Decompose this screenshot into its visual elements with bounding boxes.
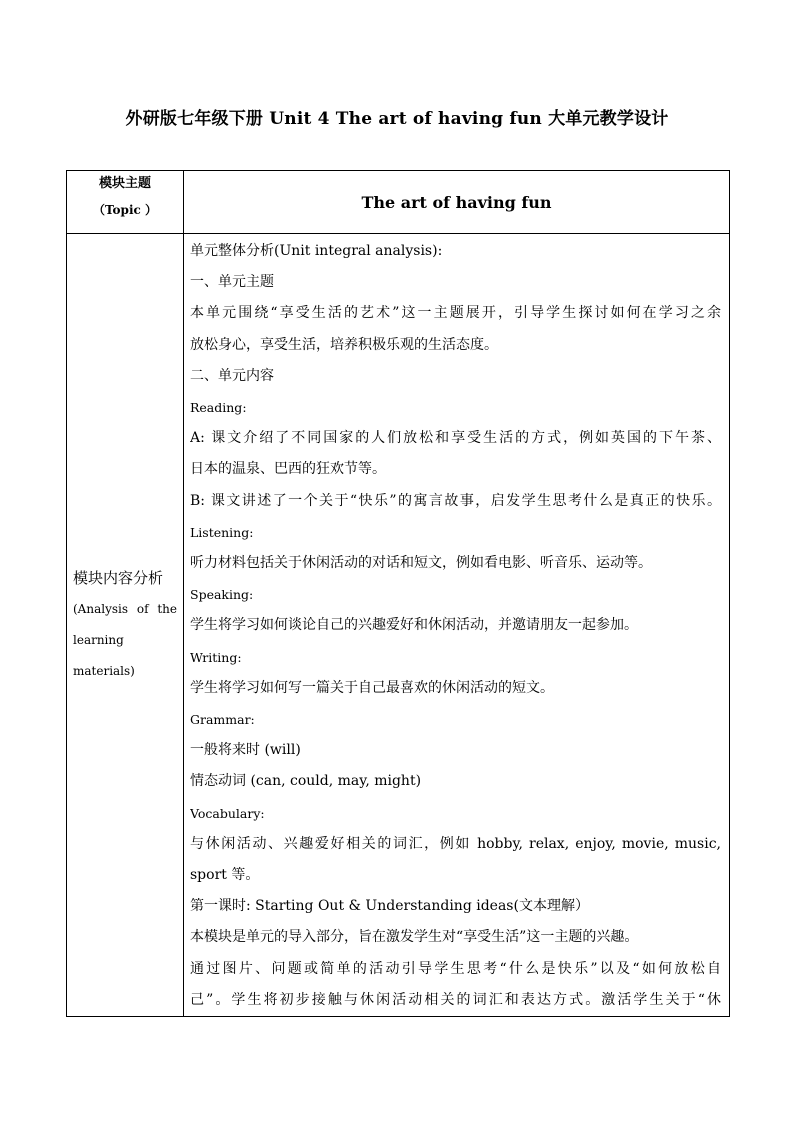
content-label-en-line: materials): [73, 664, 135, 679]
text-line: 听力材料包括关于休闲活动的对话和短文，例如看电影、听音乐、运动等。: [190, 555, 652, 572]
topic-label-cn: 模块主题: [98, 176, 151, 191]
text-line: 本模块是单元的导入部分，旨在激发学生对“享受生活”这一主题的兴趣。: [190, 929, 639, 946]
topic-value-cell: [184, 171, 730, 234]
document-title: 外研版七年级下册 Unit 4 The art of having fun 大单元教学设计: [125, 109, 669, 129]
text-line: 本单元围绕“享受生活的艺术”这一主题展开，引导学生探讨如何在学习之余: [190, 305, 721, 322]
content-label-en-line: (Analysis of the: [73, 602, 177, 617]
content-label-cell: [67, 234, 184, 1017]
text-line: Vocabulary:: [190, 805, 265, 821]
text-line: 二、单元内容: [190, 367, 274, 384]
topic-row: [67, 171, 730, 234]
text-line: 学生将学习如何写一篇关于自己最喜欢的休闲活动的短文。: [190, 679, 554, 696]
text-line: sport 等。: [190, 867, 260, 884]
text-line: Reading:: [190, 400, 247, 416]
text-line: Writing:: [190, 649, 242, 665]
text-line: 学生将学习如何谈论自己的兴趣爱好和休闲活动，并邀请朋友一起参加。: [190, 617, 638, 634]
topic-value: The art of having fun: [361, 192, 552, 212]
text-line: 单元整体分析(Unit integral analysis):: [190, 243, 443, 259]
text-line: Listening:: [190, 524, 254, 540]
content-label-en-line: learning: [73, 633, 124, 648]
content-label-cn: 模块内容分析: [73, 569, 164, 588]
text-line: 放松身心，享受生活，培养积极乐观的生活态度。: [190, 336, 498, 353]
text-line: A: 课文介绍了不同国家的人们放松和享受生活的方式，例如英国的下午茶、: [190, 430, 721, 447]
text-line: B: 课文讲述了一个关于“快乐”的寓言故事，启发学生思考什么是真正的快乐。: [190, 492, 721, 509]
text-line: 日本的温泉、巴西的狂欢节等。: [190, 461, 386, 478]
text-line: 己”。学生将初步接触与休闲活动相关的词汇和表达方式。激活学生关于“休: [190, 991, 721, 1008]
text-line: 通过图片、问题或简单的活动引导学生思考“什么是快乐”以及“如何放松自: [190, 960, 721, 977]
content-text-cell: [184, 234, 730, 1017]
topic-label-cell: [67, 171, 184, 234]
content-row: [67, 234, 730, 1017]
topic-label-en: （Topic ）: [93, 203, 157, 217]
text-line: Grammar:: [190, 712, 255, 728]
text-line: 一、单元主题: [190, 274, 274, 291]
lesson-design-table: [66, 170, 730, 1017]
text-line: Speaking:: [190, 587, 254, 603]
text-line: 第一课时: Starting Out & Understanding ideas(文本理解）: [190, 898, 589, 915]
text-line: 一般将来时 (will): [190, 742, 301, 759]
text-line: 情态动词 (can, could, may, might): [190, 773, 422, 790]
text-line: 与休闲活动、兴趣爱好相关的词汇，例如 hobby, relax, enjoy, movie, music,: [190, 835, 721, 852]
